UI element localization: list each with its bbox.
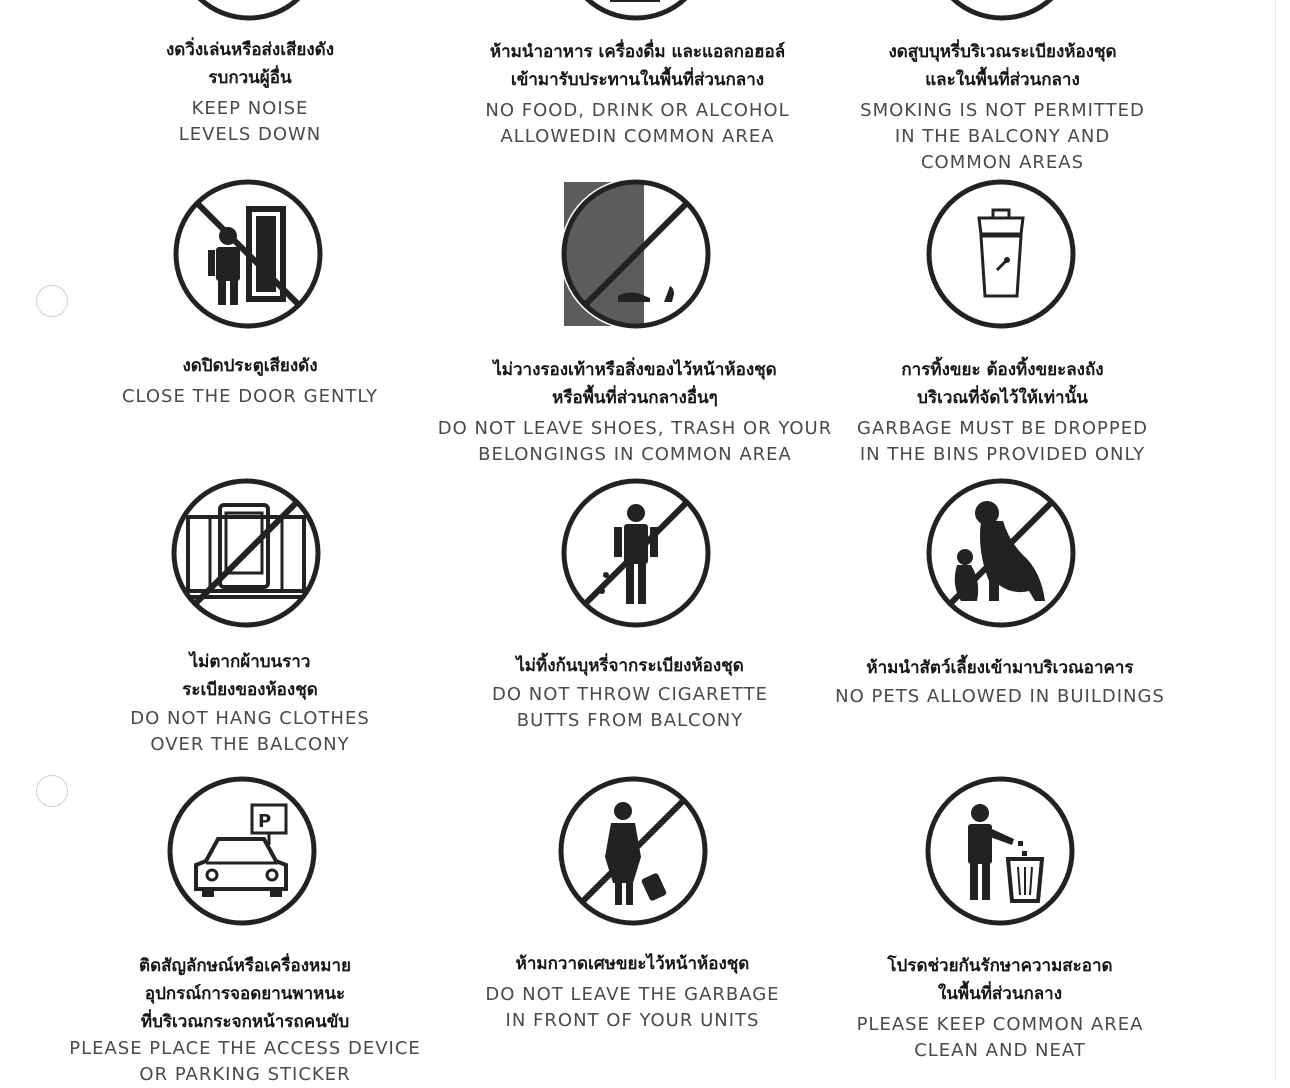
rule-english-line: DO NOT HANG CLOTHES bbox=[130, 708, 370, 729]
rule-thai-line: งดวิ่งเล่นหรือส่งเสียงดัง bbox=[165, 40, 335, 60]
rule-thai-line: งดสูบบุหรี่บริเวณระเบียงห้องชุด bbox=[888, 42, 1117, 62]
rule-door bbox=[100, 352, 400, 410]
rule-english-line: PLEASE KEEP COMMON AREA bbox=[856, 1014, 1144, 1035]
rule-thai-line: หรือพื้นที่ส่วนกลางอื่นๆ bbox=[552, 388, 718, 408]
no-garbage-front-icon bbox=[557, 775, 709, 927]
svg-text:P: P bbox=[258, 811, 272, 832]
rule-english-line: CLOSE THE DOOR GENTLY bbox=[121, 386, 379, 407]
rule-parking bbox=[60, 952, 430, 1088]
rule-english-line: PLEASE PLACE THE ACCESS DEVICE bbox=[69, 1038, 421, 1059]
rule-thai-line: ห้ามนำสัตว์เลี้ยงเข้ามาบริเวณอาคาร bbox=[866, 658, 1134, 678]
no-shoes-icon bbox=[560, 178, 712, 330]
rule-thai-line: ห้ามกวาดเศษขยะไว้หน้าห้องชุด bbox=[515, 954, 750, 974]
rule-english-line: ALLOWEDIN COMMON AREA bbox=[500, 126, 775, 147]
rule-garbage-bin bbox=[850, 356, 1155, 468]
rule-pets bbox=[825, 654, 1175, 710]
rule-smoking bbox=[850, 38, 1155, 176]
rule-english-line: IN FRONT OF YOUR UNITS bbox=[505, 1010, 760, 1031]
punch-hole bbox=[36, 775, 68, 807]
rule-thai-line: ติดสัญลักษณ์หรือเครื่องหมาย bbox=[139, 956, 351, 976]
rule-english-line: DO NOT LEAVE THE GARBAGE bbox=[485, 984, 780, 1005]
rule-english-line: BUTTS FROM BALCONY bbox=[516, 710, 744, 731]
no-clothes-hanging-icon bbox=[170, 477, 322, 629]
rule-thai-line: เข้ามารับประทานในพื้นที่ส่วนกลาง bbox=[510, 70, 765, 90]
rule-clothes bbox=[100, 648, 400, 758]
no-food-icon bbox=[560, 0, 712, 22]
rule-english-line: GARBAGE MUST BE DROPPED bbox=[857, 418, 1148, 439]
rule-thai-line: ไม่ทิ้งก้นบุหรี่จากระเบียงห้องชุด bbox=[516, 656, 744, 676]
rule-english-line: SMOKING IS NOT PERMITTED bbox=[860, 100, 1145, 121]
rule-english-line: NO FOOD, DRINK OR ALCOHOL bbox=[485, 100, 790, 121]
rule-thai-line: ที่บริเวณกระจกหน้ารถคนขับ bbox=[140, 1012, 350, 1032]
no-littering-icon bbox=[560, 477, 712, 629]
rule-noise bbox=[100, 36, 400, 148]
punch-hole bbox=[36, 285, 68, 317]
rule-english-line: BELONGINGS IN COMMON AREA bbox=[478, 444, 792, 465]
rule-english-line: KEEP NOISE bbox=[191, 98, 309, 119]
rule-english-line: LEVELS DOWN bbox=[178, 124, 322, 145]
rule-english-line: IN THE BINS PROVIDED ONLY bbox=[859, 444, 1146, 465]
rule-thai-line: บริเวณที่จัดไว้ให้เท่านั้น bbox=[917, 388, 1088, 408]
trash-bin-icon bbox=[925, 178, 1077, 330]
rule-english-line: IN THE BALCONY AND bbox=[894, 126, 1111, 147]
no-smoking-icon bbox=[926, 0, 1078, 22]
rule-english-line: OR PARKING STICKER bbox=[139, 1064, 351, 1085]
parking-car-icon bbox=[166, 775, 318, 927]
rule-english-line: DO NOT LEAVE SHOES, TRASH OR YOUR bbox=[437, 418, 833, 439]
rule-thai-line: รบกวนผู้อื่น bbox=[208, 68, 292, 88]
rule-thai-line: ไม่ตากผ้าบนราว bbox=[189, 652, 311, 672]
rule-clean bbox=[845, 952, 1155, 1064]
rule-thai-line: อุปกรณ์การจอดยานพาหนะ bbox=[144, 984, 346, 1004]
no-pets-icon bbox=[925, 477, 1077, 629]
rule-food bbox=[430, 38, 845, 150]
noise-icon bbox=[173, 0, 325, 22]
rule-english-line: DO NOT THROW CIGARETTE bbox=[492, 684, 768, 705]
door-slam-icon bbox=[172, 178, 324, 330]
rule-garbage-front bbox=[430, 950, 835, 1034]
rule-thai-line: ไม่วางรองเท้าหรือสิ่งของไว้หน้าห้องชุด bbox=[493, 360, 777, 380]
rule-thai-line: ห้ามนำอาหาร เครื่องดื่ม และแอลกอฮอล์ bbox=[489, 42, 786, 62]
rule-shoes bbox=[425, 356, 845, 468]
rule-thai-line: การทิ้งขยะ ต้องทิ้งขยะลงถัง bbox=[901, 360, 1104, 380]
rule-english-line: OVER THE BALCONY bbox=[150, 734, 350, 755]
rule-thai-line: ในพื้นที่ส่วนกลาง bbox=[937, 984, 1063, 1004]
rule-english-line: NO PETS ALLOWED IN BUILDINGS bbox=[835, 686, 1165, 707]
rule-english-line: COMMON AREAS bbox=[920, 152, 1085, 173]
page-edge-line bbox=[1275, 0, 1276, 1080]
rule-cigarette bbox=[430, 652, 830, 734]
keep-clean-icon bbox=[924, 775, 1076, 927]
rule-english-line: CLEAN AND NEAT bbox=[914, 1040, 1086, 1061]
rule-thai-line: ระเบียงของห้องชุด bbox=[182, 680, 318, 700]
rule-thai-line: โปรดช่วยกันรักษาความสะอาด bbox=[887, 956, 1113, 976]
rule-thai-line: และในพื้นที่ส่วนกลาง bbox=[925, 70, 1080, 90]
rule-thai-line: งดปิดประตูเสียงดัง bbox=[182, 356, 318, 376]
